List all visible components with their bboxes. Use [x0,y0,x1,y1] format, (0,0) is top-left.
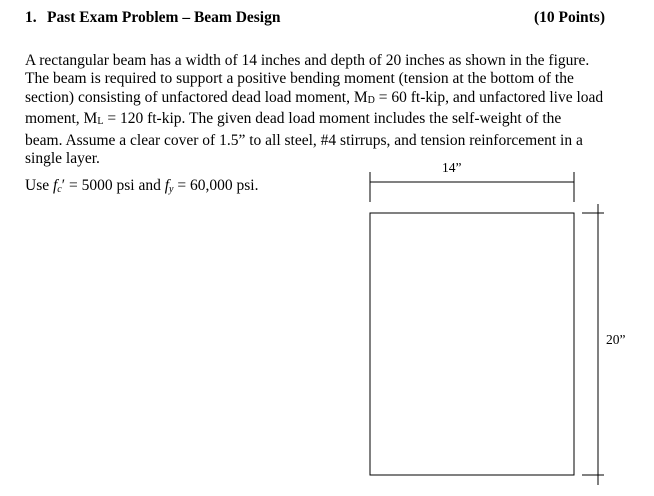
statement-line-4 [25,110,635,131]
problem-title: Past Exam Problem – Beam Design [47,9,281,26]
given-prefix: Use [25,177,53,194]
dead-load-subscript: D [367,94,375,106]
statement-line-6: single layer. [25,150,100,168]
statement-line-3 [25,89,635,110]
fy-subscript: y [169,184,174,195]
statement-line-4-text-b: = 120 ft-kip. The given dead load moment includes the self-weight of the [103,110,562,128]
live-load-subscript: L [97,116,104,128]
problem-heading [25,9,605,31]
problem-points: (10 Points) [533,9,605,26]
problem-statement [25,52,635,168]
problem-number: 1. [25,9,37,26]
fc-subscript: c [57,184,62,195]
beam-section-figure [350,160,650,490]
beam-cross-section [370,213,574,475]
statement-line-3-text-a: section) consisting of unfactored dead load moment, M [25,88,368,106]
fc-symbol: f [52,177,58,194]
statement-line-4-text-a: moment, M [25,110,98,128]
statement-line-3-text-b: = 60 ft-kip, and unfactored live load [374,88,604,106]
width-dimension-label: 14” [442,160,462,175]
beam-section-drawing [350,160,650,490]
fc-value: = 5000 psi and [65,177,165,194]
fy-value: = 60,000 psi. [173,177,259,194]
material-properties [25,177,258,195]
statement-line-5: beam. Assume a clear cover of 1.5” to all steel, #4 stirrups, and tension reinforcement in a [25,131,583,149]
depth-dimension-label: 20” [606,332,626,347]
statement-line-2: The beam is required to support a positive bending moment (tension at the bottom of the [25,70,574,88]
fc-prime: ′ [61,177,66,194]
fy-symbol: f [164,177,170,194]
statement-line-1: A rectangular beam has a width of 14 inches and depth of 20 inches as shown in the figure. [25,52,590,69]
